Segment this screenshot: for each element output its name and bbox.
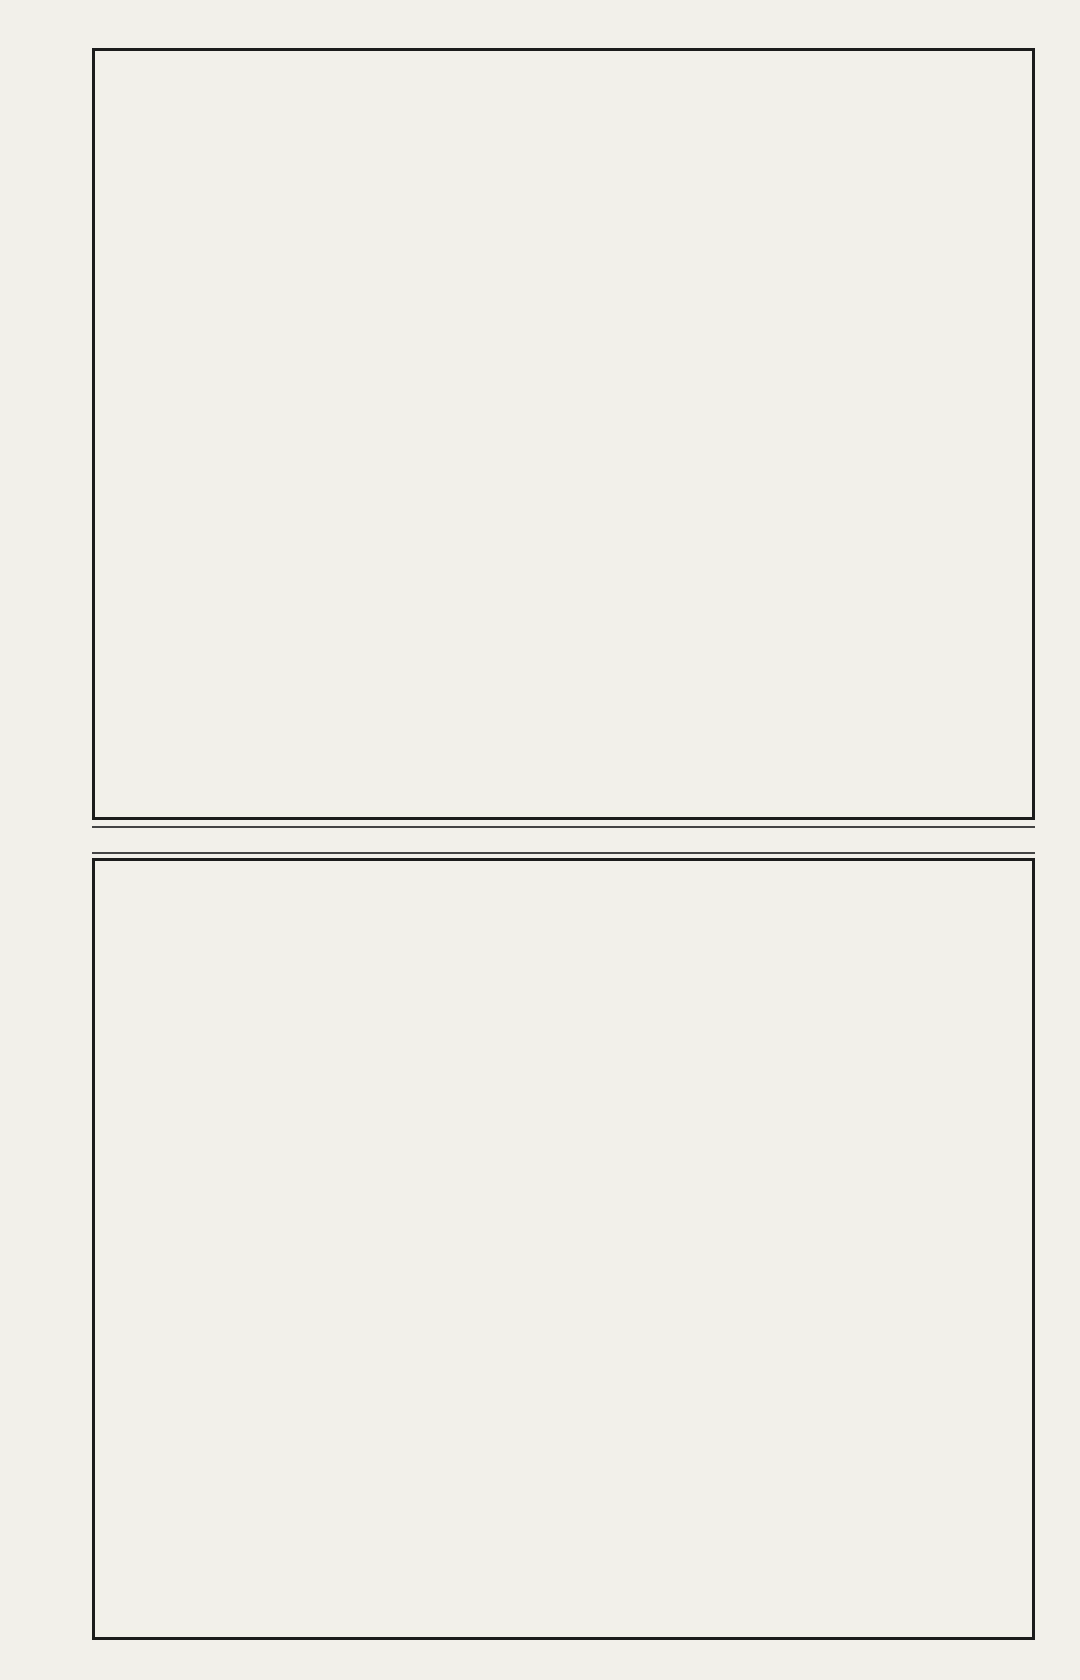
lower-text-block — [92, 858, 1035, 1640]
divider-line — [92, 852, 1035, 854]
upper-text-block — [92, 48, 1035, 820]
divider-line — [92, 826, 1035, 828]
